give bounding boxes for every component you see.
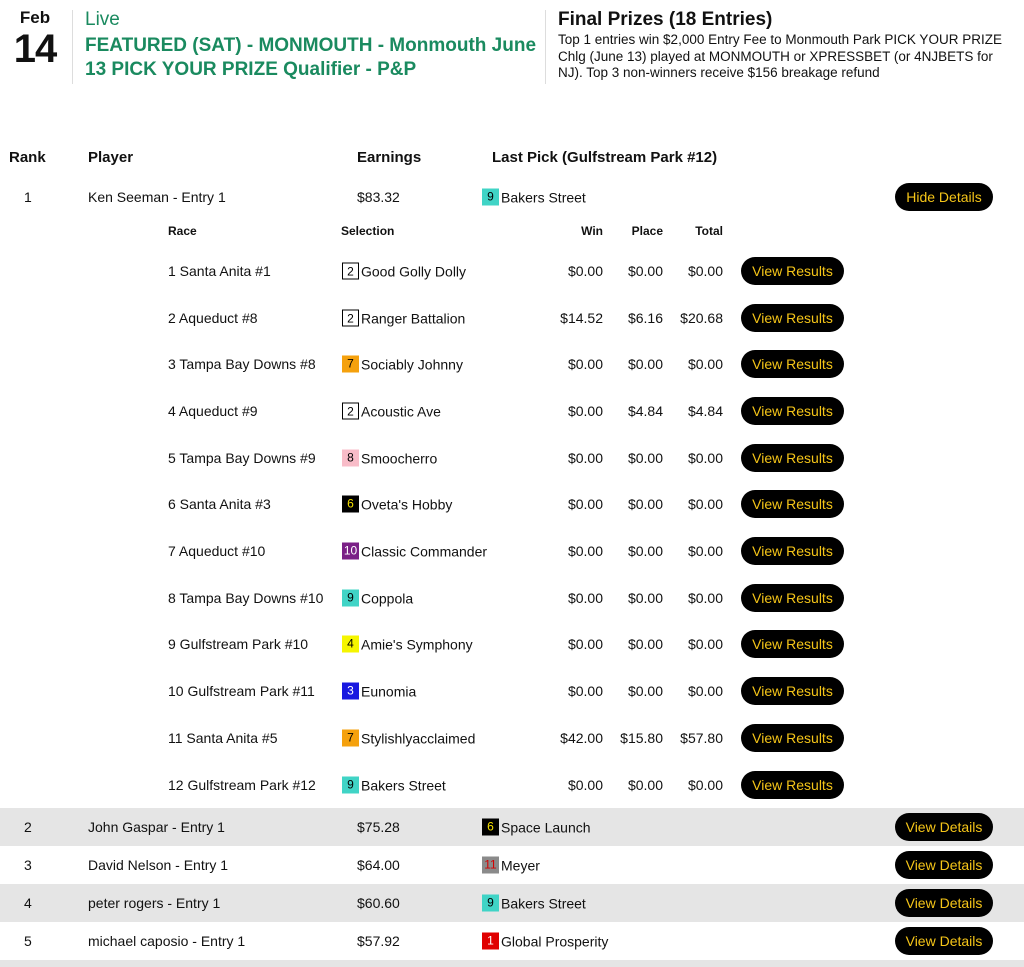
rank: 3 bbox=[24, 857, 32, 873]
saddle-cloth-number: 9 bbox=[342, 777, 359, 794]
place-amount: $0.00 bbox=[627, 777, 663, 793]
total-amount: $0.00 bbox=[687, 356, 723, 372]
race-name: 6 Santa Anita #3 bbox=[168, 496, 271, 512]
view-results-button[interactable]: View Results bbox=[741, 304, 844, 332]
race-detail-row bbox=[0, 438, 1024, 478]
win-amount: $0.00 bbox=[567, 403, 603, 419]
horse-name: Good Golly Dolly bbox=[361, 263, 467, 279]
place-amount: $0.00 bbox=[627, 636, 663, 652]
place-amount: $6.16 bbox=[627, 310, 663, 326]
player-name: peter rogers - Entry 1 bbox=[88, 895, 221, 911]
horse-name: Classic Commander bbox=[361, 543, 488, 559]
view-results-button[interactable]: View Results bbox=[741, 584, 844, 612]
race-detail-row bbox=[0, 671, 1024, 711]
view-results-button[interactable]: View Results bbox=[741, 397, 844, 425]
saddle-cloth-number: 9 bbox=[342, 590, 359, 607]
selection bbox=[342, 590, 413, 607]
race-detail-row bbox=[0, 251, 1024, 291]
race-detail-row bbox=[0, 624, 1024, 664]
win-amount: $0.00 bbox=[567, 590, 603, 606]
total-amount: $0.00 bbox=[687, 683, 723, 699]
selection bbox=[342, 636, 473, 653]
earnings: $60.60 bbox=[357, 895, 400, 911]
race-name: 1 Santa Anita #1 bbox=[168, 263, 271, 279]
total-amount: $0.00 bbox=[687, 263, 723, 279]
place-amount: $0.00 bbox=[627, 263, 663, 279]
race-name: 10 Gulfstream Park #11 bbox=[168, 683, 315, 699]
race-name: 8 Tampa Bay Downs #10 bbox=[168, 590, 324, 606]
column-player: Player bbox=[88, 149, 134, 166]
place-amount: $0.00 bbox=[627, 683, 663, 699]
leaderboard-row bbox=[0, 180, 1024, 214]
saddle-cloth-number: 1 bbox=[482, 933, 499, 950]
place-amount: $0.00 bbox=[627, 590, 663, 606]
horse-name: Bakers Street bbox=[501, 189, 586, 205]
view-results-button[interactable]: View Results bbox=[741, 257, 844, 285]
selection bbox=[342, 403, 441, 420]
contest-title: FEATURED (SAT) - MONMOUTH - Monmouth June 13 PICK YOUR PRIZE Qualifier - P&P bbox=[85, 35, 537, 80]
selection bbox=[342, 263, 466, 280]
header-divider bbox=[72, 10, 73, 84]
race-name: 4 Aqueduct #9 bbox=[168, 403, 258, 419]
view-results-button[interactable]: View Results bbox=[741, 350, 844, 378]
saddle-cloth-number: 7 bbox=[342, 730, 359, 747]
horse-name: Amie's Symphony bbox=[361, 636, 473, 652]
header-divider bbox=[545, 10, 546, 84]
total-amount: $4.84 bbox=[687, 403, 723, 419]
horse-name: Ranger Battalion bbox=[361, 310, 466, 326]
horse-name: Smoocherro bbox=[361, 450, 438, 466]
saddle-cloth-number: 6 bbox=[482, 819, 499, 836]
saddle-cloth-number: 11 bbox=[482, 857, 499, 874]
earnings: $83.32 bbox=[357, 189, 400, 205]
earnings: $64.00 bbox=[357, 857, 400, 873]
detail-column-win: Win bbox=[581, 224, 603, 238]
saddle-cloth-number: 7 bbox=[342, 356, 359, 373]
place-amount: $4.84 bbox=[627, 403, 663, 419]
detail-column-race: Race bbox=[168, 224, 197, 238]
saddle-cloth-number: 8 bbox=[342, 450, 359, 467]
selection bbox=[342, 310, 465, 327]
selection bbox=[342, 450, 437, 467]
place-amount: $0.00 bbox=[627, 450, 663, 466]
race-name: 2 Aqueduct #8 bbox=[168, 310, 258, 326]
selection bbox=[342, 356, 463, 373]
earnings: $57.92 bbox=[357, 933, 400, 949]
race-name: 3 Tampa Bay Downs #8 bbox=[168, 356, 316, 372]
rank: 5 bbox=[24, 933, 32, 949]
total-amount: $57.80 bbox=[680, 730, 723, 746]
view-results-button[interactable]: View Results bbox=[741, 630, 844, 658]
selection bbox=[342, 496, 452, 513]
race-name: 5 Tampa Bay Downs #9 bbox=[168, 450, 316, 466]
win-amount: $14.52 bbox=[560, 310, 603, 326]
prize-description: Top 1 entries win $2,000 Entry Fee to Monmouth Park PICK YOUR PRIZE Chlg (June 13) played at MONMOUTH or XPRESSBET (or 4NJBETS for NJ). Top 3 non-winners receive $156 breakage refund bbox=[558, 32, 1002, 80]
win-amount: $0.00 bbox=[567, 263, 603, 279]
event-date bbox=[8, 8, 62, 70]
last-pick bbox=[482, 819, 591, 836]
view-results-button[interactable]: View Results bbox=[741, 537, 844, 565]
leaderboard-row bbox=[0, 960, 1024, 967]
horse-name: Global Prosperity bbox=[501, 933, 609, 949]
column-earnings: Earnings bbox=[357, 149, 422, 166]
race-detail-row bbox=[0, 765, 1024, 805]
place-amount: $0.00 bbox=[627, 543, 663, 559]
win-amount: $0.00 bbox=[567, 543, 603, 559]
event-day: 14 bbox=[13, 27, 57, 71]
horse-name: Eunomia bbox=[361, 683, 417, 699]
event-month: Feb bbox=[19, 8, 51, 27]
win-amount: $0.00 bbox=[567, 683, 603, 699]
win-amount: $0.00 bbox=[567, 450, 603, 466]
leaderboard-row bbox=[0, 846, 1024, 884]
saddle-cloth-number: 2 bbox=[342, 310, 359, 327]
horse-name: Stylishlyacclaimed bbox=[361, 730, 476, 746]
horse-name: Oveta's Hobby bbox=[361, 496, 453, 512]
place-amount: $0.00 bbox=[627, 356, 663, 372]
detail-column-place: Place bbox=[631, 224, 663, 238]
race-name: 11 Santa Anita #5 bbox=[168, 730, 278, 746]
place-amount: $15.80 bbox=[620, 730, 663, 746]
race-detail-row bbox=[0, 344, 1024, 384]
total-amount: $0.00 bbox=[687, 590, 723, 606]
prize-title: Final Prizes (18 Entries) bbox=[558, 9, 773, 30]
column-rank: Rank bbox=[9, 149, 46, 166]
race-detail-row bbox=[0, 484, 1024, 524]
hide-details-button[interactable]: Hide Details bbox=[895, 183, 993, 211]
view-results-button[interactable]: View Results bbox=[741, 771, 844, 799]
saddle-cloth-number: 10 bbox=[343, 543, 358, 558]
rank: 2 bbox=[24, 819, 32, 835]
detail-column-total: Total bbox=[695, 224, 723, 238]
player-name: Ken Seeman - Entry 1 bbox=[88, 189, 226, 205]
win-amount: $0.00 bbox=[567, 777, 603, 793]
race-name: 9 Gulfstream Park #10 bbox=[168, 636, 309, 652]
race-detail-row bbox=[0, 718, 1024, 758]
race-detail-row bbox=[0, 391, 1024, 431]
total-amount: $20.68 bbox=[680, 310, 723, 326]
last-pick bbox=[482, 895, 586, 912]
status-live: Live bbox=[85, 9, 120, 30]
horse-name: Coppola bbox=[361, 590, 414, 606]
horse-name: Meyer bbox=[501, 857, 540, 873]
win-amount: $0.00 bbox=[567, 496, 603, 512]
selection bbox=[342, 683, 416, 700]
view-details-button[interactable]: View Details bbox=[895, 927, 993, 955]
selection bbox=[342, 730, 475, 747]
total-amount: $0.00 bbox=[687, 543, 723, 559]
horse-name: Bakers Street bbox=[361, 777, 446, 793]
saddle-cloth-number: 3 bbox=[342, 683, 359, 700]
race-name: 7 Aqueduct #10 bbox=[168, 543, 266, 559]
player-name: michael caposio - Entry 1 bbox=[88, 933, 246, 949]
win-amount: $0.00 bbox=[567, 356, 603, 372]
saddle-cloth-number: 2 bbox=[342, 403, 359, 420]
place-amount: $0.00 bbox=[627, 496, 663, 512]
player-name: David Nelson - Entry 1 bbox=[88, 857, 229, 873]
saddle-cloth-number: 9 bbox=[482, 189, 499, 206]
view-results-button[interactable]: View Results bbox=[741, 490, 844, 518]
saddle-cloth-number: 2 bbox=[342, 263, 359, 280]
total-amount: $0.00 bbox=[687, 496, 723, 512]
view-details-button[interactable]: View Details bbox=[895, 889, 993, 917]
rank: 4 bbox=[24, 895, 32, 911]
horse-name: Bakers Street bbox=[501, 895, 586, 911]
last-pick bbox=[482, 933, 608, 950]
race-name: 12 Gulfstream Park #12 bbox=[168, 777, 316, 793]
race-detail-row bbox=[0, 578, 1024, 618]
win-amount: $42.00 bbox=[560, 730, 603, 746]
view-details-button[interactable]: View Details bbox=[895, 851, 993, 879]
view-results-button[interactable]: View Results bbox=[741, 677, 844, 705]
detail-column-selection: Selection bbox=[341, 224, 395, 238]
horse-name: Sociably Johnny bbox=[361, 356, 463, 372]
rank: 1 bbox=[24, 189, 32, 205]
selection bbox=[342, 777, 446, 794]
leaderboard-row bbox=[0, 922, 1024, 960]
leaderboard-row bbox=[0, 884, 1024, 922]
saddle-cloth-number: 4 bbox=[342, 636, 359, 653]
view-results-button[interactable]: View Results bbox=[741, 724, 844, 752]
last-pick bbox=[482, 189, 586, 206]
race-detail-row bbox=[0, 531, 1024, 571]
selection bbox=[342, 543, 487, 560]
saddle-cloth-number: 9 bbox=[482, 895, 499, 912]
column-last-pick: Last Pick (Gulfstream Park #12) bbox=[492, 149, 718, 166]
race-detail-row bbox=[0, 298, 1024, 338]
saddle-cloth-number: 6 bbox=[342, 496, 359, 513]
horse-name: Acoustic Ave bbox=[361, 403, 441, 419]
total-amount: $0.00 bbox=[687, 450, 723, 466]
total-amount: $0.00 bbox=[687, 777, 723, 793]
total-amount: $0.00 bbox=[687, 636, 723, 652]
win-amount: $0.00 bbox=[567, 636, 603, 652]
player-name: John Gaspar - Entry 1 bbox=[88, 819, 225, 835]
leaderboard-row bbox=[0, 808, 1024, 846]
view-results-button[interactable]: View Results bbox=[741, 444, 844, 472]
view-details-button[interactable]: View Details bbox=[895, 813, 993, 841]
horse-name: Space Launch bbox=[501, 819, 591, 835]
last-pick bbox=[482, 857, 540, 874]
earnings: $75.28 bbox=[357, 819, 400, 835]
